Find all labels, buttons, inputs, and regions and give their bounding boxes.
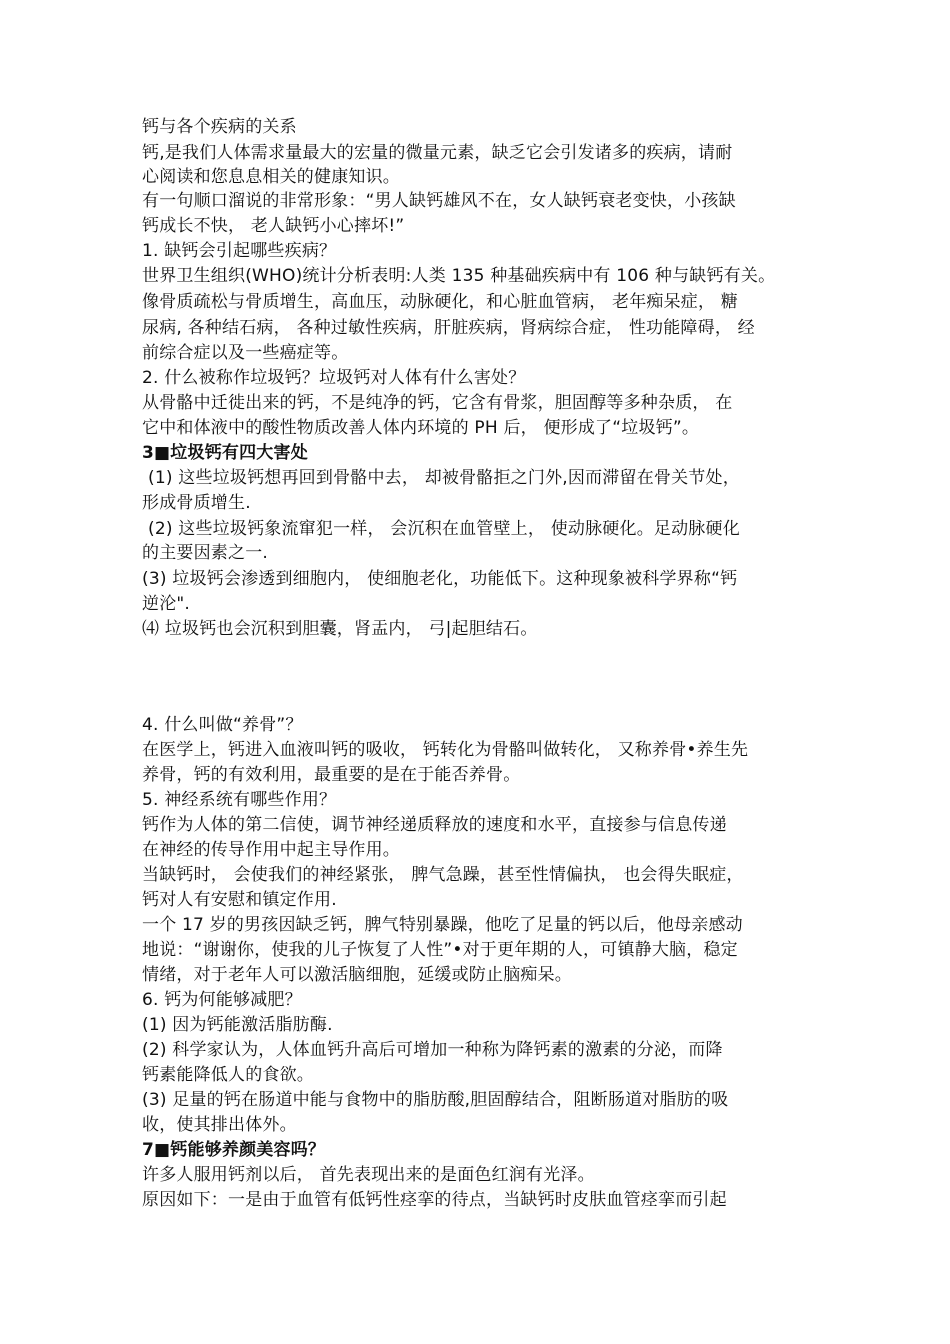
text-line: 有一句顺口溜说的非常形象：“男人缺钙雄风不在，女人缺钙衰老变快，小孩缺 xyxy=(142,191,736,211)
text-line: 地说：“谢谢你，使我的儿子恢复了人性”•对于更年期的人，可镇静大脑，稳定 xyxy=(142,940,738,960)
section-heading: 3■垃圾钙有四大害处 xyxy=(142,443,308,463)
text-line: 养骨，钙的有效利用，最重要的是在于能否养骨。 xyxy=(142,765,521,785)
text-line: 钙作为人体的第二信使，调节神经递质释放的速度和水平，直接参与信息传递 xyxy=(142,815,727,835)
text-line: 形成骨质增生. xyxy=(142,493,251,513)
text-line: 钙素能降低人的食欲。 xyxy=(142,1065,314,1085)
text-line: 逆沦". xyxy=(142,594,191,614)
section-heading: 7■钙能够养颜美容吗？ xyxy=(142,1140,326,1160)
text-line: 情绪，对于老年人可以激活脑细胞，延缓或防止脑痴呆。 xyxy=(142,965,572,985)
section-heading: 5. 神经系统有哪些作用？ xyxy=(142,790,337,810)
text-line: 钙对人有安慰和镇定作用. xyxy=(142,890,337,910)
text-line: 的主要因素之一. xyxy=(142,543,269,563)
text-line: (1) 这些垃圾钙想再回到骨骼中去， 却被骨骼拒之门外,因而滞留在骨关节处， xyxy=(148,468,740,488)
text-line: 许多人服用钙剂以后， 首先表现出来的是面色红润有光泽。 xyxy=(142,1165,595,1185)
text-line: (2) 这些垃圾钙象流窜犯一样， 会沉积在血管壁上， 使动脉硬化。足动脉硬化 xyxy=(148,519,740,539)
text-line: (2) 科学家认为，人体血钙升高后可增加一种称为降钙素的激素的分泌，而降 xyxy=(142,1040,723,1060)
section-heading: 2. 什么被称作垃圾钙？垃圾钙对人体有什么害处？ xyxy=(142,368,526,388)
text-line: 原因如下：一是由于血管有低钙性痉挛的待点，当缺钙时皮肤血管痉挛而引起 xyxy=(142,1190,727,1210)
text-line: ⑷ 垃圾钙也会沉积到胆囊，肾盂内， 弓|起胆结石。 xyxy=(142,619,538,639)
text-line: 像骨质疏松与骨质增生，高血压，动脉硬化，和心脏血管病， 老年痴呆症， 糖 xyxy=(142,292,739,312)
section-heading: 6. 钙为何能够减肥？ xyxy=(142,990,302,1010)
text-line: 在医学上，钙进入血液叫钙的吸收， 钙转化为骨骼叫做转化， 又称养骨•养生先 xyxy=(142,740,749,760)
section-heading: 1. 缺钙会引起哪些疾病？ xyxy=(142,241,337,261)
text-line: 心阅读和您息息相关的健康知识。 xyxy=(142,167,400,187)
text-line: (1) 因为钙能激活脂肪酶. xyxy=(142,1015,333,1035)
text-line: 钙成长不快， 老人缺钙小心摔坏!” xyxy=(142,216,405,236)
document-title: 钙与各个疾病的关系 xyxy=(142,117,297,137)
text-line: 钙,是我们人体需求量最大的宏量的微量元素，缺乏它会引发诸多的疾病，请耐 xyxy=(142,143,733,163)
text-line: 收，使其排出体外。 xyxy=(142,1115,297,1135)
text-line: 在神经的传导作用中起主导作用。 xyxy=(142,840,400,860)
section-heading: 4. 什么叫做“养骨”？ xyxy=(142,715,303,735)
text-line: 前综合症以及一些癌症等。 xyxy=(142,343,349,363)
text-line: (3) 垃圾钙会渗透到细胞内， 使细胞老化，功能低下。这种现象被科学界称“钙 xyxy=(142,569,738,589)
text-line: (3) 足量的钙在肠道中能与食物中的脂肪酸,胆固醇结合，阻断肠道对脂肪的吸 xyxy=(142,1090,729,1110)
text-line: 一个 17 岁的男孩因缺乏钙，脾气特别暴躁，他吃了足量的钙以后，他母亲感动 xyxy=(142,915,743,935)
text-line: 世界卫生组织(WHO)统计分析表明:人类 135 种基础疾病中有 106 种与缺钙有关。 xyxy=(142,266,776,286)
text-line: 尿病, 各种结石病， 各种过敏性疾病，肝脏疾病，肾病综合症， 性功能障碍， 经 xyxy=(142,318,755,338)
text-line: 当缺钙时， 会使我们的神经紧张， 脾气急躁，甚至性情偏执， 也会得失眠症， xyxy=(142,865,744,885)
text-line: 从骨骼中迁徙出来的钙，不是纯净的钙，它含有骨浆，胆固醇等多种杂质， 在 xyxy=(142,393,733,413)
text-line: 它中和体液中的酸性物质改善人体内环境的 PH 后， 便形成了“垃圾钙”。 xyxy=(142,418,700,438)
